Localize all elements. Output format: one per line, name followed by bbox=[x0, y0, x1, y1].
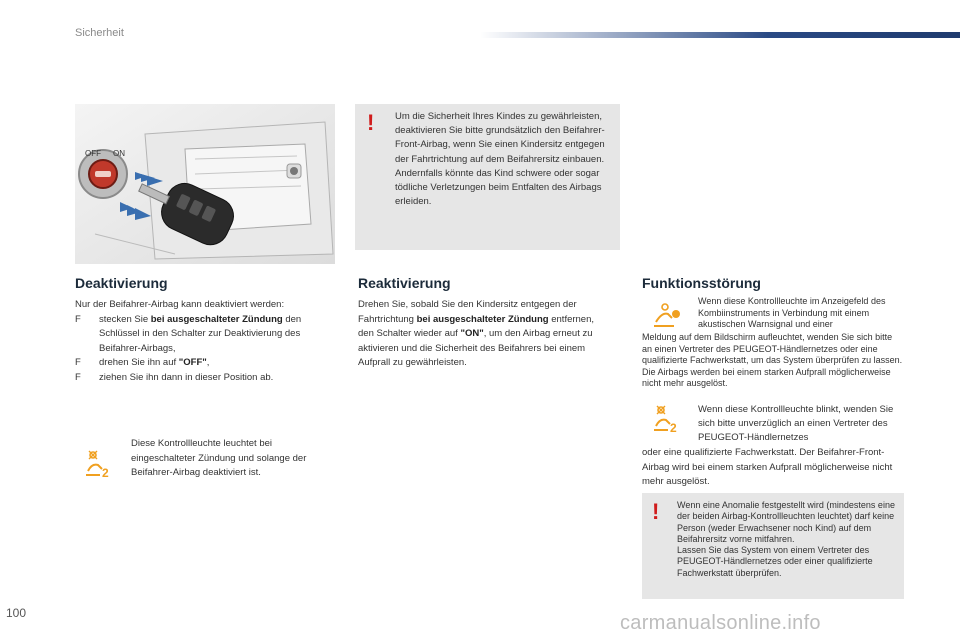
flash-text-full: oder eine qualifizierte Fachwerkstatt. Der Beifahrer-Front-Airbag wird bei einem starken Aufprall möglicherweise nicht mehr ausgelöst. bbox=[642, 447, 893, 487]
deaktivierung-heading: Deaktivierung bbox=[75, 275, 168, 291]
reaktivierung-text: Drehen Sie, sobald Sie den Kindersitz entgegen der Fahrtrichtung bei ausgeschalteter Zündung entfernen, den Schalter wieder auf "ON", um den Airbag erneut zu aktivieren und die Sicherheit des Beifahrers bei einem Aufprall zu gewährleisten. bbox=[358, 299, 595, 368]
exclamation-warning-icon: ! bbox=[652, 499, 660, 524]
section-title: Sicherheit bbox=[75, 27, 124, 39]
deaktivierung-section bbox=[75, 275, 337, 385]
bullet-icon: F bbox=[75, 357, 81, 368]
airbag-off-warning-lamp-icon bbox=[84, 449, 114, 484]
list-item: F ziehen Sie ihn dann in dieser Position ab. bbox=[75, 371, 337, 386]
bullet-icon: F bbox=[75, 371, 81, 383]
page-number: 100 bbox=[6, 606, 27, 620]
warning-box-anomaly bbox=[642, 493, 904, 599]
switch-off-label: OFF bbox=[85, 149, 101, 158]
svg-text:2: 2 bbox=[670, 421, 677, 434]
list-item: F stecken Sie bei ausgeschalteter Zündung den Schlüssel in den Schalter zur Deaktivierung des Beifahrer-Airbags, bbox=[75, 313, 302, 354]
exclamation-warning-icon: ! bbox=[367, 110, 375, 135]
fault-text-indented: Wenn diese Kontrollleuchte im Anzeigefeld des Kombiinstruments in Verbindung mit einem akustischen Warnsignal und einer bbox=[698, 296, 886, 330]
header-bar bbox=[480, 32, 960, 38]
list-item: F drehen Sie ihn auf "OFF", bbox=[75, 356, 337, 371]
anomaly-warning-text: Wenn eine Anomalie festgestellt wird (mindestens eine der beiden Airbag-Kontrollleuchten leuchtet) darf keine Person (weder Erwachsener noch Kind) auf dem Beifahrersitz vorne mitfahren. Lassen Sie das System von einem Vertreter des PEUGEOT-Händlernetzes oder einer qualifizierte Fachwerkstatt überprüfen. bbox=[677, 500, 895, 578]
svg-text:2: 2 bbox=[102, 466, 109, 479]
lamp-description: Diese Kontrollleuchte leuchtet bei eingeschalteter Zündung und solange der Beifahrer-Airbag deaktiviert ist. bbox=[131, 438, 307, 478]
fault-text-full: Meldung auf dem Bildschirm aufleuchtet, wenden Sie sich bitte an einen Vertreter des PEUGEOT-Händlernetzes oder eine qualifizierte Fachwerkstatt, um das System überprüfen zu lassen. Die Airbags werden bei einem starken Aufprall möglicherweise nicht mehr ausgelöst. bbox=[642, 332, 903, 389]
flash-text-indented: Wenn diese Kontrollleuchte blinkt, wenden Sie sich bitte unverzüglich an einen Vertreter des PEUGEOT-Händlernetzes bbox=[698, 404, 894, 443]
reaktivierung-section bbox=[358, 275, 608, 371]
switch-on-label: ON bbox=[113, 149, 125, 158]
deaktivierung-steps bbox=[75, 313, 337, 386]
airbag-off-flashing-lamp-icon bbox=[652, 404, 684, 439]
airbag-fault-warning-lamp-icon bbox=[652, 302, 682, 333]
airbag-switch-illustration bbox=[75, 104, 335, 264]
deaktivierung-intro: Nur der Beifahrer-Airbag kann deaktiviert werden: bbox=[75, 299, 285, 310]
warning-box-child-seat bbox=[355, 104, 620, 250]
reaktivierung-heading: Reaktivierung bbox=[358, 275, 451, 291]
funktionsstoerung-heading: Funktionsstörung bbox=[642, 275, 761, 291]
warning-text: Um die Sicherheit Ihres Kindes zu gewährleisten, deaktivieren Sie bitte grundsätzlich den Beifahrer-Front-Airbag, wenn Sie einen Kindersitz entgegen der Fahrtrichtung auf dem Beifahrersitz einbauen. Andernfalls könnte das Kind schwere oder sogar tödliche Verletzungen beim Entfalten des Airbags erleiden. bbox=[395, 111, 605, 208]
bullet-icon: F bbox=[75, 313, 81, 325]
watermark: carmanualsonline.info bbox=[620, 612, 821, 634]
